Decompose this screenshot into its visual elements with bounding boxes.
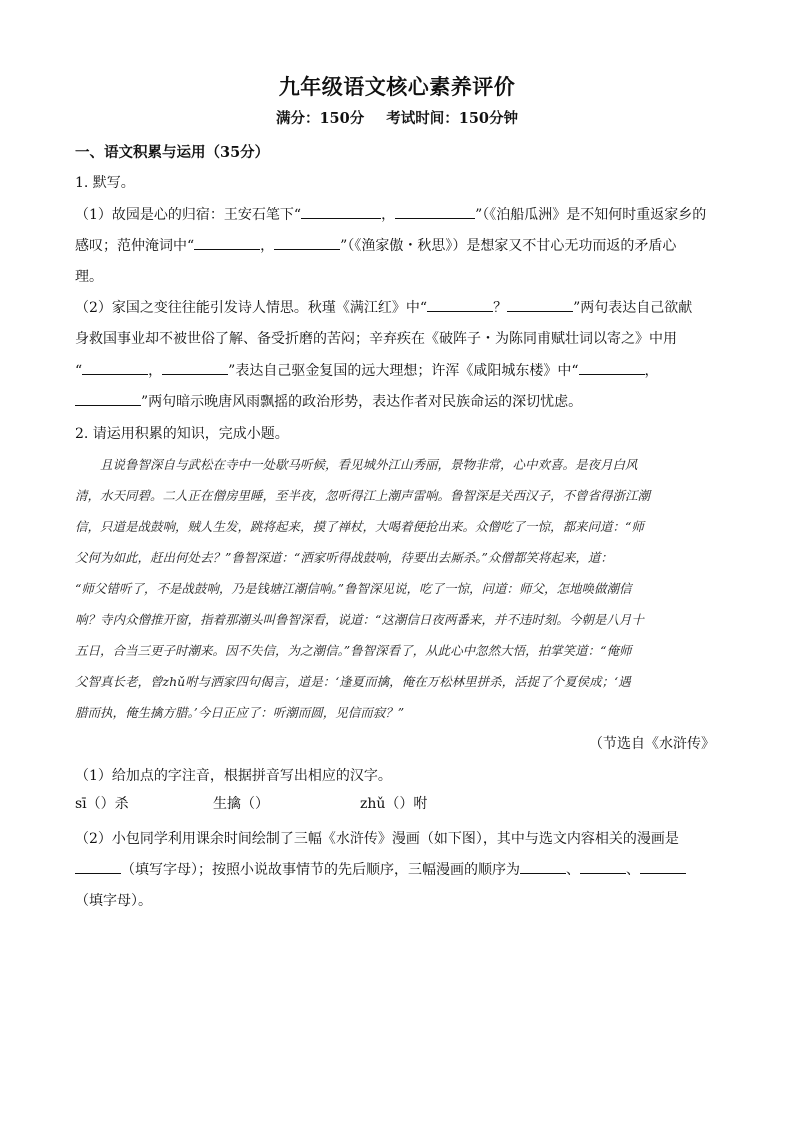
answer-blank[interactable] bbox=[580, 859, 626, 874]
answer-blank[interactable] bbox=[301, 204, 381, 219]
q1-part1-line2: 感叹；范仲淹词中“ ， ”（《渔家傲・秋思》）是想家又不甘心无功而返的矛盾心 bbox=[75, 235, 676, 255]
passage-line: 清，水天同碧。二人正在僧房里睡，至半夜，忽听得江上潮声雷响。鲁智深是关西汉子，不曾省得浙江潮 bbox=[75, 488, 651, 503]
answer-blank[interactable] bbox=[507, 297, 573, 312]
answer-blank[interactable] bbox=[75, 859, 121, 874]
q1-part2-line3: “ ， ”表达自己驱金复国的远大理想；许浑《咸阳城东楼》中“ ， bbox=[75, 360, 659, 380]
passage-source: （节选自《水浒传》 bbox=[589, 736, 715, 752]
answer-blank[interactable] bbox=[427, 297, 493, 312]
passage-line: 腊而执，俺生擒方腊。’今日正应了：听潮而圆，见信而寂？” bbox=[75, 705, 405, 720]
answer-blank[interactable] bbox=[399, 793, 439, 807]
section-heading: 一、语文积累与运用（35分） bbox=[75, 144, 270, 161]
answer-blank[interactable] bbox=[75, 391, 141, 406]
answer-blank[interactable] bbox=[640, 859, 686, 874]
answer-blank[interactable] bbox=[194, 235, 260, 250]
passage-line: 父何为如此，赶出何处去？”鲁智深道：“洒家听得战鼓响，待要出去厮杀。”众僧都笑将起来，道： bbox=[75, 550, 613, 565]
q2-sub2-line1: （2）小包同学利用课余时间绘制了三幅《水浒传》漫画（如下图），其中与选文内容相关的漫画是 bbox=[75, 831, 679, 847]
page-title: 九年级语文核心素养评价 bbox=[278, 74, 516, 99]
q1-part2-line2: 身救国事业却不被世俗了解、备受折磨的苦闷；辛弃疾在《破阵子・为陈同甫赋壮词以寄之》中用 bbox=[75, 331, 677, 347]
pinyin-item: 生擒（ ） bbox=[213, 793, 269, 813]
exam-time: 考试时间：150分钟 bbox=[386, 110, 519, 127]
answer-blank[interactable] bbox=[255, 793, 295, 807]
q1-part2-line4: ”两句暗示晚唐风雨飘摇的政治形势，表达作者对民族命运的深切忧虑。 bbox=[75, 391, 582, 411]
passage-line: 且说鲁智深自与武松在寺中一处歇马听候，看见城外江山秀丽，景物非常，心中欢喜。是夜月白风 bbox=[100, 457, 638, 472]
q2-sub2-line3: （填字母）。 bbox=[75, 893, 152, 909]
pinyin-item: sī（ ）杀 bbox=[75, 793, 129, 813]
full-score: 满分：150分 bbox=[275, 110, 365, 127]
passage-line: 五日，合当三更子时潮来。因不失信，为之潮信。”鲁智深看了，从此心中忽然大悟，拍掌笑道：“俺师 bbox=[75, 643, 632, 658]
passage-line: 响？寺内众僧推开窗，指着那潮头叫鲁智深看，说道：“这潮信日夜两番来，并不违时刻。今朝是八月十 bbox=[75, 612, 644, 627]
question-2-label: 2. 请运用积累的知识，完成小题。 bbox=[75, 426, 289, 442]
answer-blank[interactable] bbox=[162, 360, 228, 375]
q2-sub2-line2: （填写字母）；按照小说故事情节的先后顺序，三幅漫画的顺序为 、 、 bbox=[75, 859, 686, 879]
answer-blank[interactable] bbox=[101, 793, 141, 807]
q2-sub1-label: （1）给加点的字注音，根据拼音写出相应的汉字。 bbox=[75, 768, 392, 784]
answer-blank[interactable] bbox=[395, 204, 475, 219]
exam-info bbox=[0, 107, 794, 128]
q1-part2-line1: （2）家国之变往往能引发诗人情思。秋瑾《满江红》中“ ？ ”两句表达自己欲献 bbox=[75, 297, 692, 317]
q1-part1-line3: 理。 bbox=[75, 269, 103, 285]
answer-blank[interactable] bbox=[579, 360, 645, 375]
passage-line: 信，只道是战鼓响，贼人生发，跳将起来，摸了禅杖，大喝着便抢出来。众僧吃了一惊，都来问道：“师 bbox=[75, 519, 644, 534]
passage-line: “师父错听了，不是战鼓响，乃是钱塘江潮信响。”鲁智深见说，吃了一惊，问道：师父，怎地唤做潮信 bbox=[75, 581, 632, 596]
passage-line: 父智真长老，曾zhǔ咐与洒家四句偈言，道是：‘逢夏而擒，俺在万松林里拼杀，活捉了个夏侯成；‘遇 bbox=[75, 674, 631, 689]
answer-blank[interactable] bbox=[274, 235, 340, 250]
answer-blank[interactable] bbox=[82, 360, 148, 375]
question-1-label: 1. 默写。 bbox=[75, 175, 135, 191]
pinyin-item: zhǔ（ ）咐 bbox=[360, 793, 427, 813]
q1-part1-line1: （1）故园是心的归宿：王安石笔下“ ， ”（《泊船瓜洲》是不知何时重返家乡的 bbox=[75, 204, 706, 224]
answer-blank[interactable] bbox=[520, 859, 566, 874]
